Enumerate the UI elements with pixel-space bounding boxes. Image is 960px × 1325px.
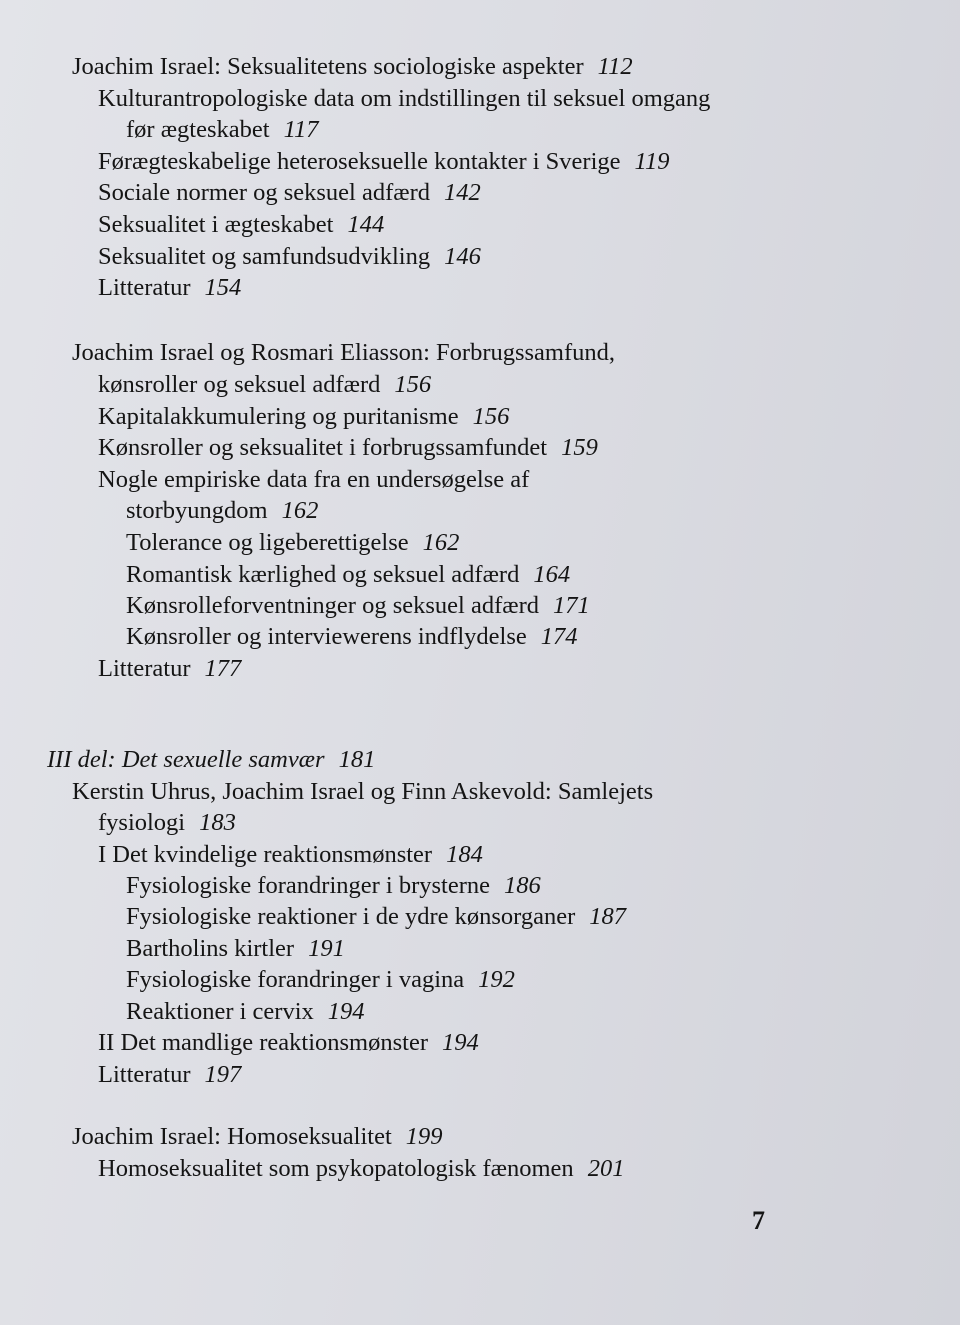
toc-page-number: 119	[634, 148, 670, 175]
toc-page-number: 177	[204, 655, 242, 682]
toc-entry: Litteratur 177	[98, 655, 242, 682]
toc-page-number: 201	[587, 1155, 625, 1182]
toc-page-number: 144	[347, 211, 385, 238]
toc-entry: Kønsrolleforventninger og seksuel adfærd 171	[126, 592, 590, 619]
toc-entry: II Det mandlige reaktionsmønster 194	[98, 1029, 479, 1056]
toc-entry: før ægteskabet 117	[126, 116, 319, 143]
toc-entry: Joachim Israel: Homoseksualitet 199	[72, 1123, 443, 1150]
toc-page-number: 191	[308, 935, 345, 962]
toc-entry: Fysiologiske forandringer i vagina 192	[126, 966, 515, 993]
toc-page-number: 181	[338, 746, 376, 773]
toc-entry: Joachim Israel og Rosmari Eliasson: Forbrugssamfund,	[72, 339, 616, 366]
toc-entry: I Det kvindelige reaktionsmønster 184	[98, 841, 483, 868]
toc-entry: Kønsroller og seksualitet i forbrugssamfundet 159	[98, 434, 598, 461]
toc-entry: Kerstin Uhrus, Joachim Israel og Finn Askevold: Samlejets	[72, 778, 654, 805]
toc-entry: Kulturantropologiske data om indstillingen til seksuel omgang	[98, 85, 711, 112]
toc-page-number: 164	[533, 561, 571, 588]
toc-entry: fysiologi 183	[98, 809, 236, 836]
toc-page-number: 174	[540, 623, 578, 650]
toc-page-number: 146	[444, 243, 481, 270]
toc-page-number: 186	[504, 872, 541, 899]
toc-page-number: 117	[283, 116, 319, 143]
toc-page-number: 187	[589, 903, 627, 930]
toc-page-number: 142	[444, 179, 481, 206]
toc-entry: Nogle empiriske data fra en undersøgelse af	[98, 466, 530, 493]
toc-entry: Joachim Israel: Seksualitetens sociologiske aspekter 112	[72, 53, 633, 80]
toc-page-number: 183	[199, 809, 236, 836]
toc-page-number: 112	[597, 53, 633, 80]
toc-entry: Kapitalakkumulering og puritanisme 156	[98, 403, 510, 430]
toc-entry: Fysiologiske forandringer i brysterne 186	[126, 872, 541, 899]
toc-entry: Sociale normer og seksuel adfærd 142	[98, 179, 481, 206]
toc-entry: Romantisk kærlighed og seksuel adfærd 164	[126, 561, 571, 588]
toc-entry: storbyungdom 162	[126, 497, 319, 524]
toc-page-number: 156	[472, 403, 510, 430]
toc-entry: Litteratur 197	[98, 1061, 242, 1088]
toc-page-number: 156	[394, 371, 432, 398]
toc-page-number: 159	[561, 434, 598, 461]
toc-entry: Homoseksualitet som psykopatologisk fænomen 201	[98, 1155, 625, 1182]
toc-page-number: 197	[204, 1061, 242, 1088]
toc-page-number: 194	[327, 998, 365, 1025]
toc-entry: Tolerance og ligeberettigelse 162	[126, 529, 460, 556]
toc-entry: Kønsroller og interviewerens indflydelse 174	[126, 623, 578, 650]
toc-page-number: 162	[281, 497, 319, 524]
toc-entry: Reaktioner i cervix 194	[126, 998, 365, 1025]
toc-entry: Litteratur 154	[98, 274, 242, 301]
part-heading: III del: Det sexuelle samvær 181	[47, 746, 376, 773]
toc-entry: Bartholins kirtler 191	[126, 935, 345, 962]
toc-entry: Fysiologiske reaktioner i de ydre kønsorganer 187	[126, 903, 627, 930]
toc-page-number: 194	[441, 1029, 479, 1056]
toc-entry: Seksualitet og samfundsudvikling 146	[98, 243, 481, 270]
toc-entry: kønsroller og seksuel adfærd 156	[98, 371, 432, 398]
toc-page-number: 171	[553, 592, 590, 619]
toc-page-number: 184	[446, 841, 483, 868]
toc-page-number: 199	[405, 1123, 443, 1150]
toc-page-number: 162	[422, 529, 460, 556]
toc-entry: Førægteskabelige heteroseksuelle kontakter i Sverige 119	[98, 148, 670, 175]
page-number: 7	[752, 1206, 765, 1235]
toc-page-number: 192	[478, 966, 515, 993]
toc-page-number: 154	[204, 274, 242, 301]
toc-entry: Seksualitet i ægteskabet 144	[98, 211, 385, 238]
